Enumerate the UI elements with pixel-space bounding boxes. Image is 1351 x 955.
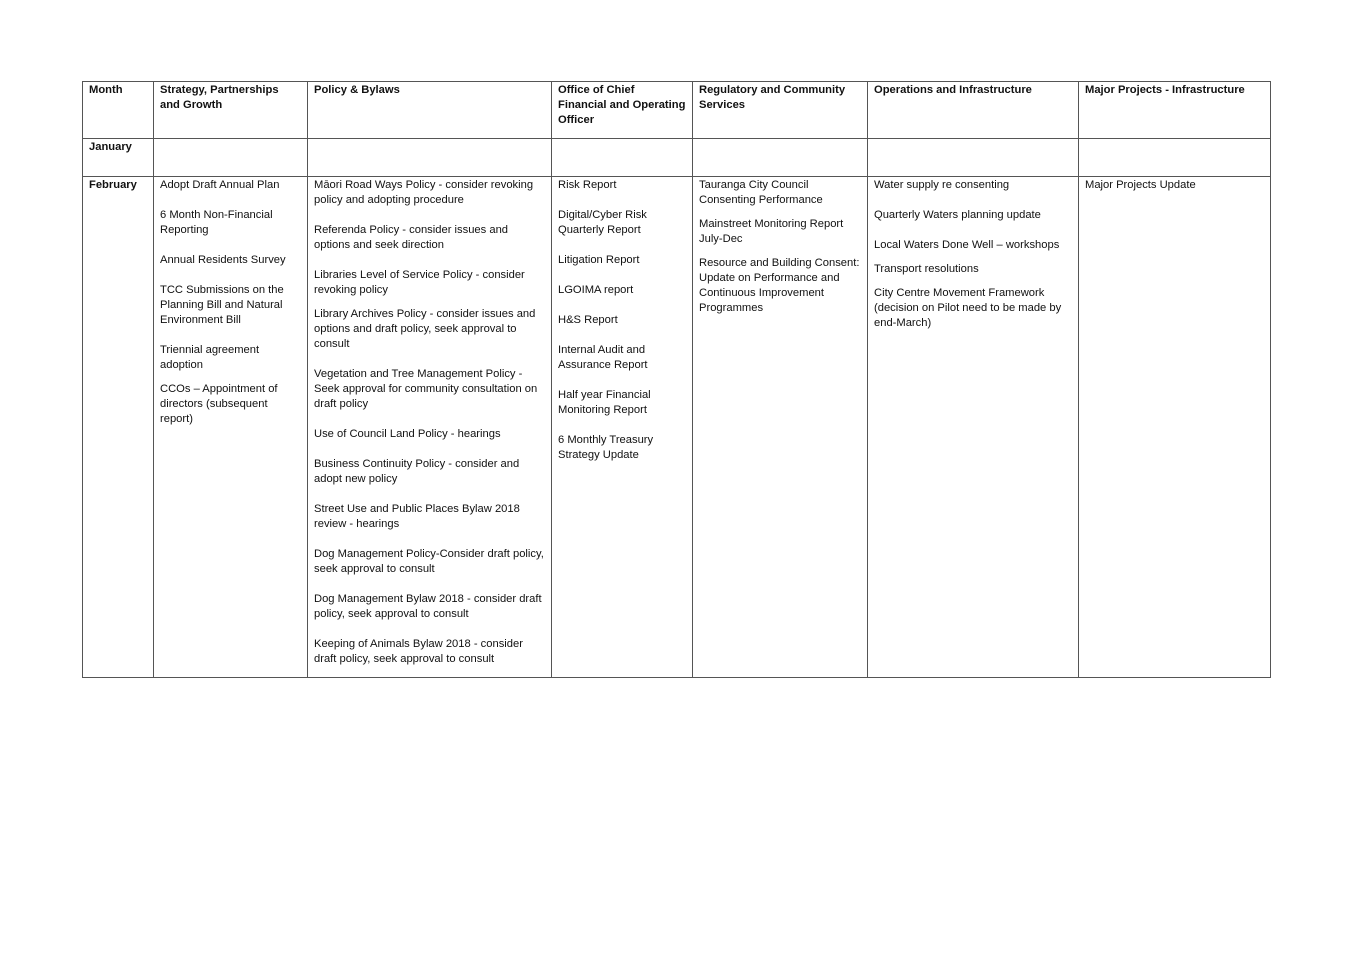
list-item: Adopt Draft Annual Plan xyxy=(160,179,280,191)
list-item: Half year Financial Monitoring Report xyxy=(558,389,651,416)
list-item: 6 Month Non-Financial Reporting xyxy=(160,209,273,236)
header-cfo: Office of Chief Financial and Operating Officer xyxy=(552,82,693,139)
cell-major-projects xyxy=(1079,139,1271,177)
table-row-february xyxy=(83,177,1271,678)
list-item: Māori Road Ways Policy - consider revoking policy and adopting procedure xyxy=(314,179,534,206)
cell-policy xyxy=(308,139,552,177)
header-operations: Operations and Infrastructure xyxy=(868,82,1079,139)
list-item: Keeping of Animals Bylaw 2018 - consider draft policy, seek approval to consult xyxy=(314,638,523,665)
cell-major-projects xyxy=(1079,177,1271,678)
cell-cfo xyxy=(552,177,693,678)
list-item: Library Archives Policy - consider issues and options and draft policy, seek approval to consult xyxy=(314,308,536,350)
list-item: CCOs – Appointment of directors (subsequent report) xyxy=(160,383,278,425)
list-item: Business Continuity Policy - consider and adopt new policy xyxy=(314,458,520,485)
list-item: Triennial agreement adoption xyxy=(160,344,260,371)
list-item: Annual Residents Survey xyxy=(160,254,286,266)
header-regulatory: Regulatory and Community Services xyxy=(693,82,868,139)
header-policy: Policy & Bylaws xyxy=(308,82,552,139)
cell-operations xyxy=(868,139,1079,177)
table-row-january xyxy=(83,139,1271,177)
cell-operations xyxy=(868,177,1079,678)
list-item: H&S Report xyxy=(558,314,618,326)
list-item: Tauranga City Council Consenting Performance xyxy=(699,179,823,206)
cell-policy xyxy=(308,177,552,678)
list-item: Risk Report xyxy=(558,179,617,191)
cell-strategy xyxy=(154,139,308,177)
list-item: Referenda Policy - consider issues and options and seek direction xyxy=(314,224,509,251)
header-strategy: Strategy, Partnerships and Growth xyxy=(154,82,308,139)
list-item: Street Use and Public Places Bylaw 2018 review - hearings xyxy=(314,503,520,530)
list-item: Litigation Report xyxy=(558,254,640,266)
list-item: Dog Management Bylaw 2018 - consider draft policy, seek approval to consult xyxy=(314,593,542,620)
header-major-projects: Major Projects - Infrastructure xyxy=(1079,82,1271,139)
list-item: Mainstreet Monitoring Report July-Dec xyxy=(699,218,844,245)
list-item: City Centre Movement Framework (decision on Pilot need to be made by end-March) xyxy=(874,287,1062,329)
work-programme-table xyxy=(82,81,1271,678)
list-item: Quarterly Waters planning update xyxy=(874,209,1041,221)
list-item: Use of Council Land Policy - hearings xyxy=(314,428,501,440)
cell-regulatory xyxy=(693,139,868,177)
list-item: 6 Monthly Treasury Strategy Update xyxy=(558,434,654,461)
header-row xyxy=(83,82,1271,139)
month-cell: January xyxy=(83,139,154,177)
list-item: Transport resolutions xyxy=(874,263,979,275)
cell-strategy xyxy=(154,177,308,678)
list-item: Major Projects Update xyxy=(1085,179,1196,191)
list-item: Internal Audit and Assurance Report xyxy=(558,344,648,371)
list-item: Local Waters Done Well – workshops xyxy=(874,239,1060,251)
list-item: Dog Management Policy-Consider draft policy, seek approval to consult xyxy=(314,548,544,575)
list-item: Libraries Level of Service Policy - consider revoking policy xyxy=(314,269,525,296)
list-item: Vegetation and Tree Management Policy - Seek approval for community consultation on draft policy xyxy=(314,368,538,410)
list-item: Resource and Building Consent: Update on Performance and Continuous Improvement Programmes xyxy=(699,257,860,314)
month-cell: February xyxy=(83,177,154,678)
list-item: Water supply re consenting xyxy=(874,179,1010,191)
list-item: LGOIMA report xyxy=(558,284,634,296)
cell-cfo xyxy=(552,139,693,177)
header-month: Month xyxy=(83,82,154,139)
list-item: TCC Submissions on the Planning Bill and Natural Environment Bill xyxy=(160,284,284,326)
cell-regulatory xyxy=(693,177,868,678)
list-item: Digital/Cyber Risk Quarterly Report xyxy=(558,209,647,236)
